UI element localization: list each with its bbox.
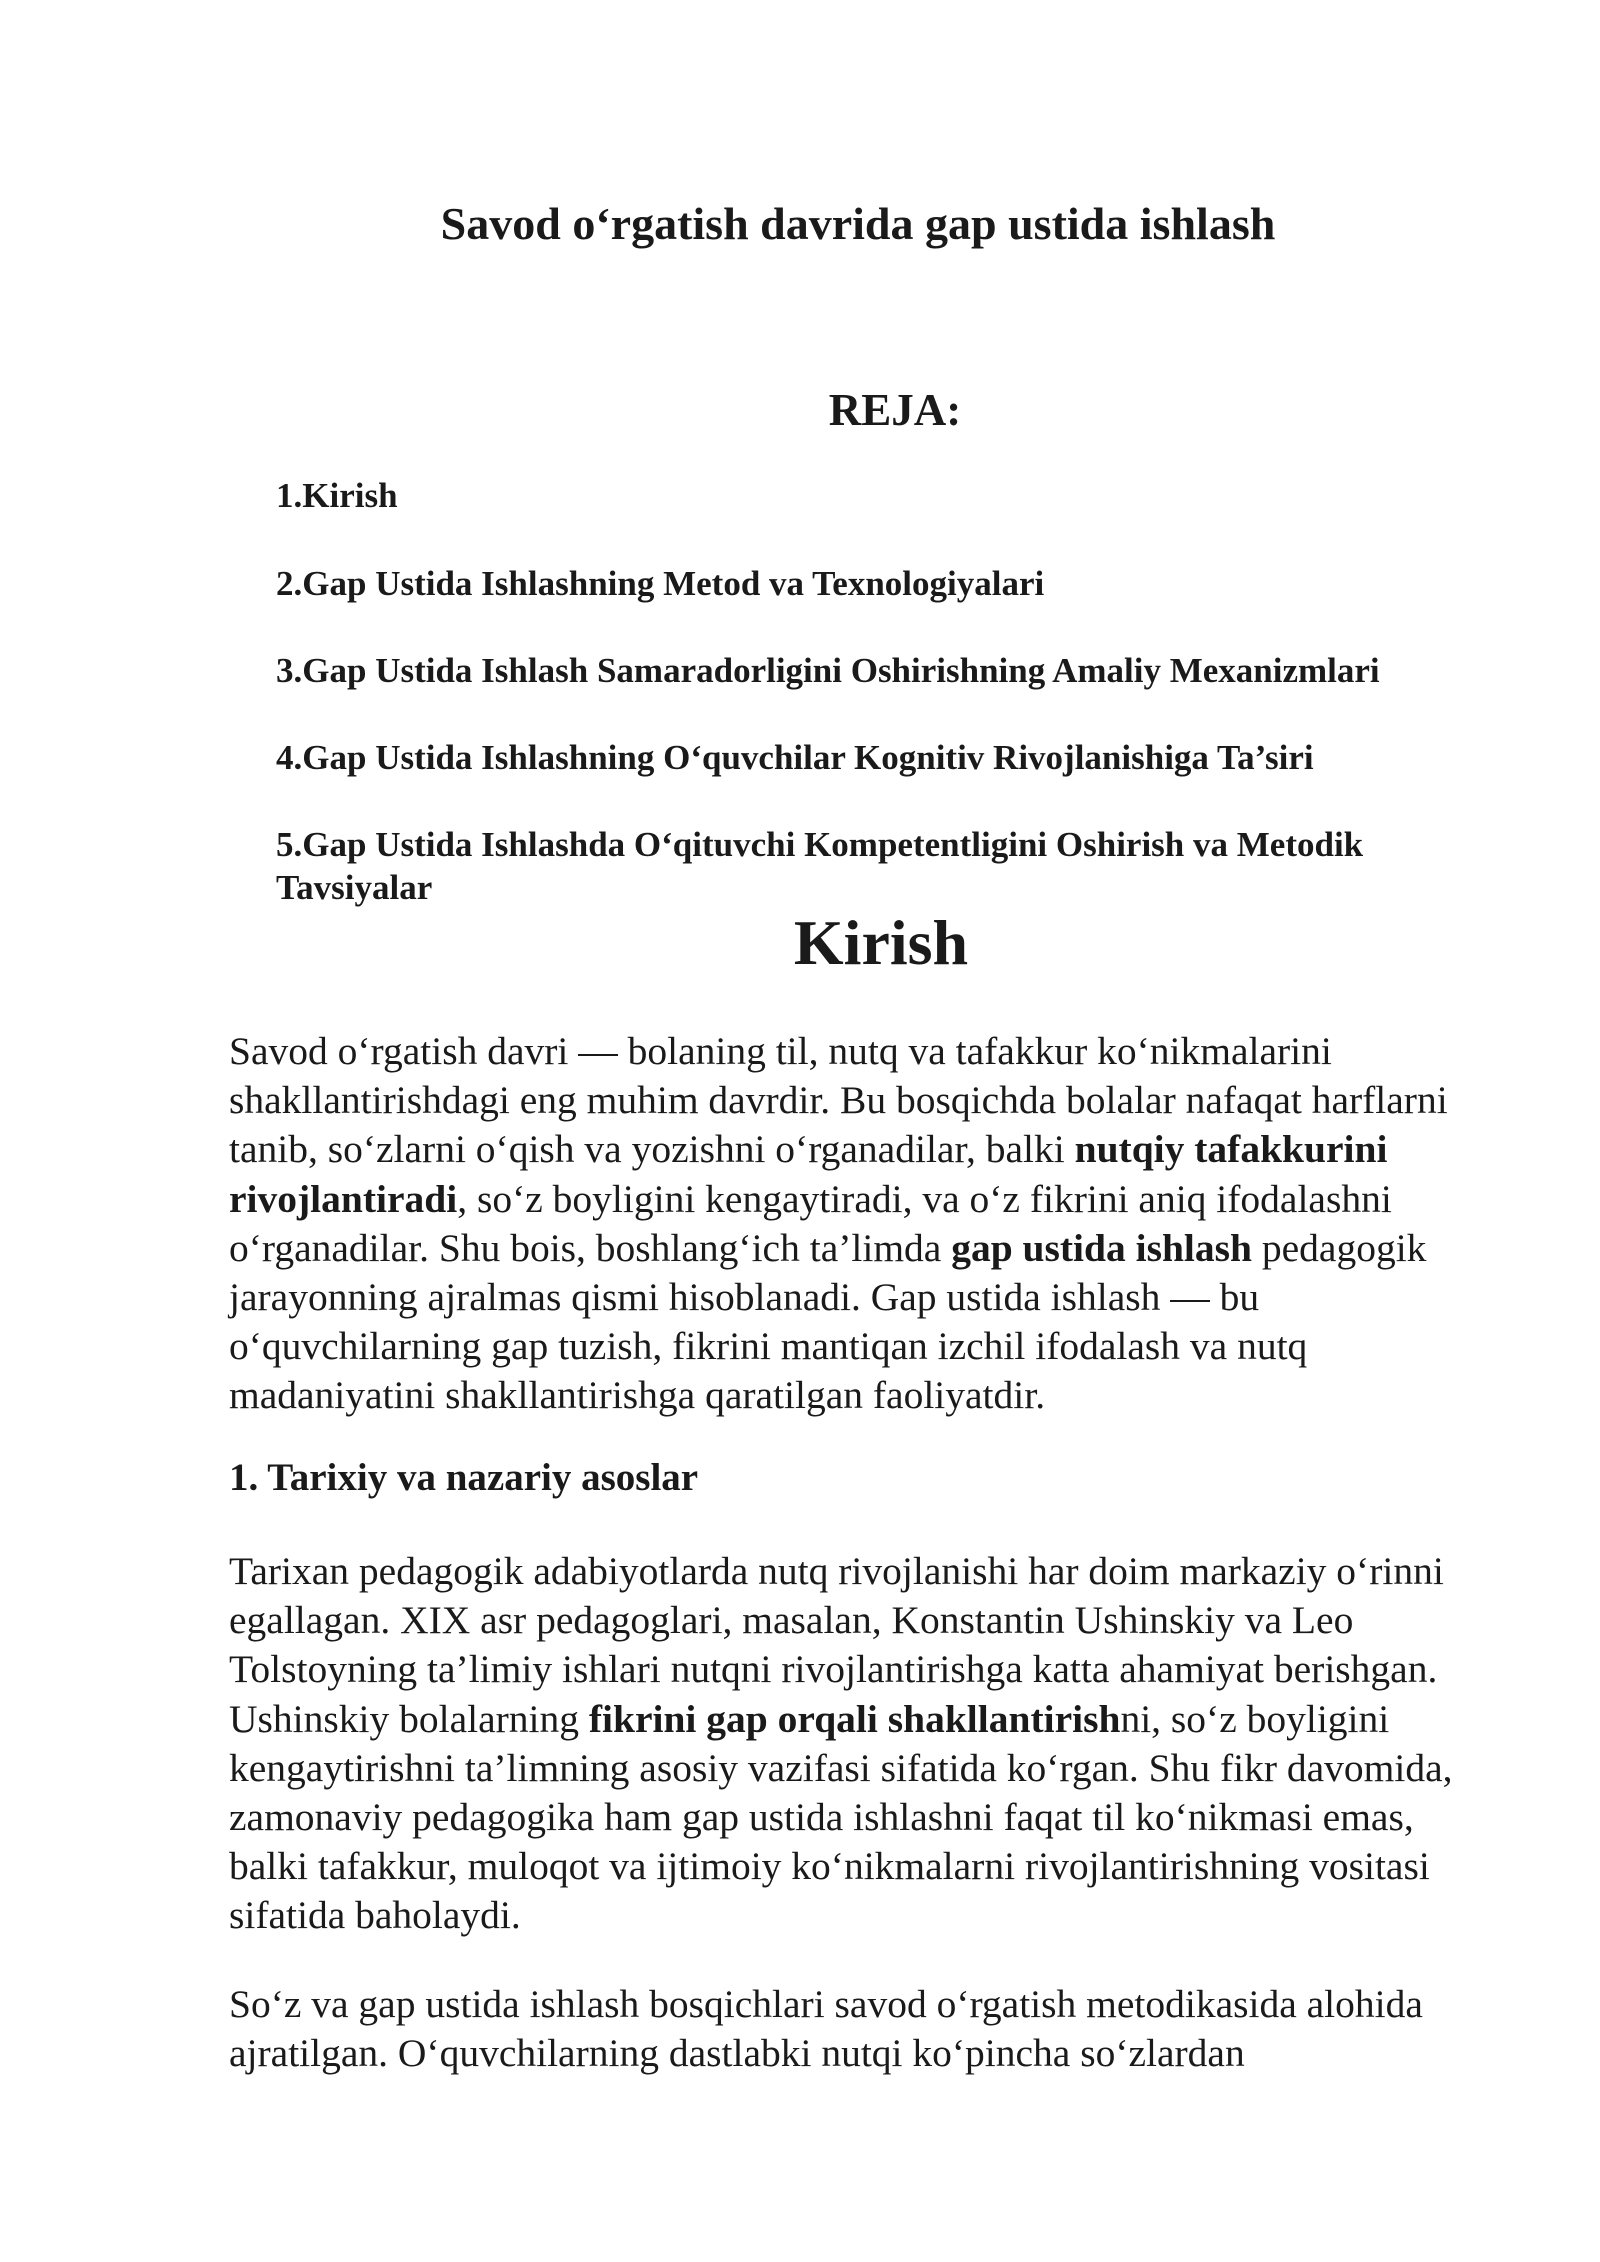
plan-item: 1.Kirish	[276, 476, 398, 515]
plan-item: 4.Gap Ustida Ishlashning O‘quvchilar Kognitiv Rivojlanishiga Ta’siri	[276, 738, 1314, 777]
intro-paragraph	[229, 1027, 1491, 1421]
paragraph-text: , so‘z boyligini kengaytiradi, va o‘z fikrini aniq ifodalashni o‘rganadilar. Shu bois, boshlang‘ich ta’limda	[229, 1176, 1392, 1270]
stages-paragraph: So‘z va gap ustida ishlash bosqichlari savod o‘rgatish metodikasida alohida ajratilgan. O‘quvchilarning dastlabki nutqi ko‘pincha so‘zlardan	[229, 1982, 1423, 2076]
paragraph-text: Tarixan pedagogik adabiyotlarda nutq rivojlanishi har doim markaziy o‘rinni egallagan. XIX asr pedagoglari, masalan, Konstantin Ushinskiy va Leo Tolstoyning ta’limiy ishlari nutqni rivojlantirishga katta ahamiyat berishgan. Ushinskiy bolalarning	[229, 1549, 1444, 1741]
section-title: Kirish	[793, 907, 969, 978]
plan-item: 5.Gap Ustida Ishlashda O‘qituvchi Kompetentligini Oshirish va Metodik Tavsiyalar	[276, 825, 1364, 907]
emphasis-text: fikrini gap orqali shakllantirish	[588, 1696, 1121, 1741]
paragraph-text: pedagogik jarayonning ajralmas qismi hisoblanadi. Gap ustida ishlash — bu o‘quvchilarning gap tuzish, fikrini mantiqan izchil ifodalash va nutq madaniyatini shakllantirishga qaratilgan faoliyatdir.	[229, 1225, 1427, 1418]
paragraph-text: Savod o‘rgatish davri — bolaning til, nutq va tafakkur ko‘nikmalarini shakllantirishdagi eng muhim davrdir. Bu bosqichda bolalar nafaqat harflarni tanib, so‘zlarni o‘qish va yozishni o‘rganadilar, balki	[229, 1029, 1448, 1172]
subsection-heading: 1. Tarixiy va nazariy asoslar	[229, 1456, 699, 1499]
plan-heading: REJA:	[828, 385, 962, 435]
emphasis-text: gap ustida ishlash	[951, 1225, 1253, 1270]
history-paragraph	[229, 1547, 1491, 1941]
plan-item: 3.Gap Ustida Ishlash Samaradorligini Oshirishning Amaliy Mexanizmlari	[276, 651, 1380, 690]
paragraph-text: ni, so‘z boyligini kengaytirishni ta’limning asosiy vazifasi sifatida ko‘rgan. Shu fikr davomida, zamonaviy pedagogika ham gap ustida ishlashni faqat til ko‘nikmasi emas, balki tafakkur, muloqot va ijtimoiy ko‘nikmalarni rivojlantirishning vositasi sifatida baholaydi.	[229, 1696, 1453, 1938]
emphasis-text: nutqiy tafakkurini rivojlantiradi	[229, 1127, 1388, 1221]
plan-item: 2.Gap Ustida Ishlashning Metod va Texnologiyalari	[276, 564, 1045, 603]
document-title: Savod o‘rgatish davrida gap ustida ishlash	[440, 198, 1276, 249]
